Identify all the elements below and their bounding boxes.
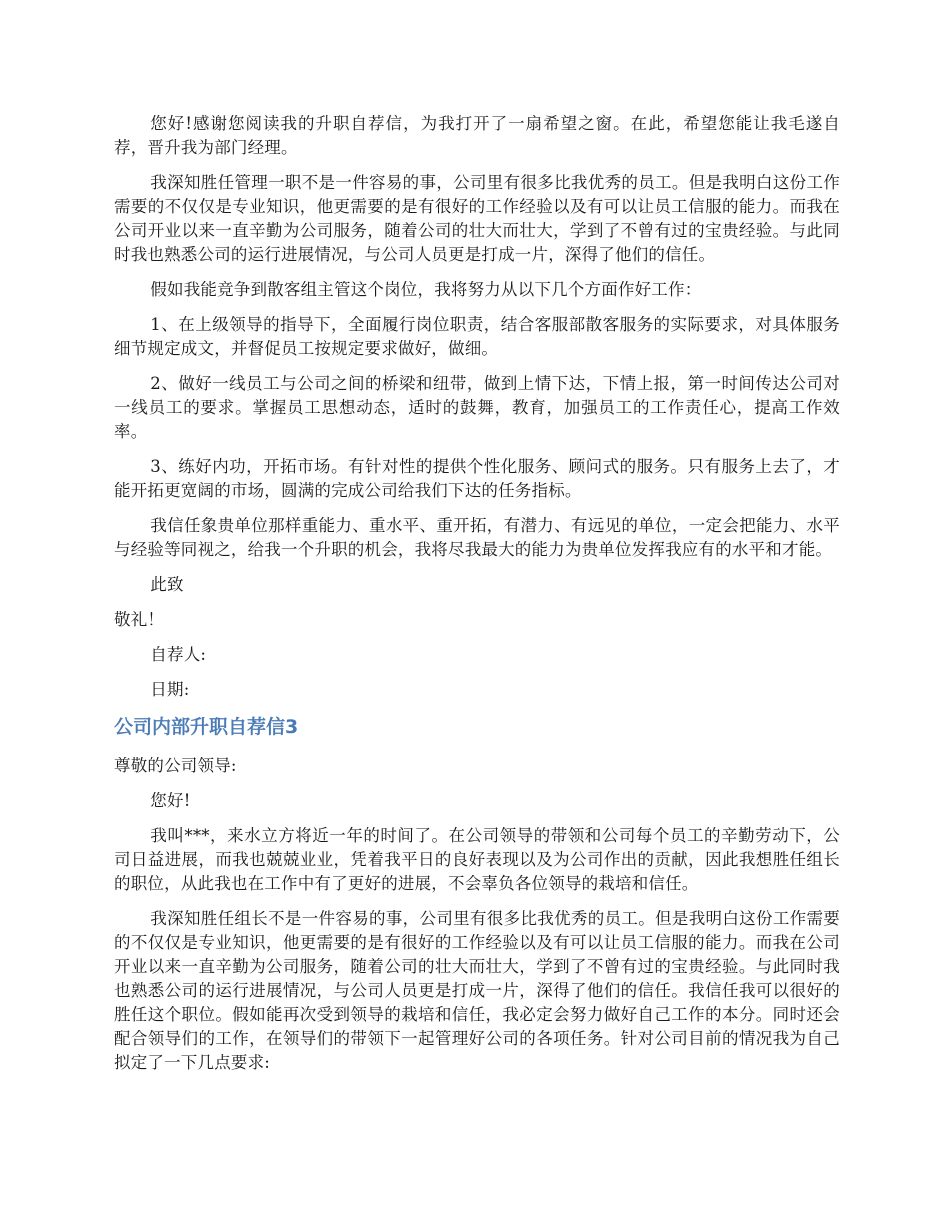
greeting-line: 尊敬的公司领导: xyxy=(114,756,237,775)
qualification-paragraph: 我深知胜任管理一职不是一件容易的事，公司里有很多比我优秀的员工。但是我明白这份工作需要的不仅仅是专业知识，他更需要的是有很好的工作经验以及有可以让员工信服的能力。而我在公司开业以来一直辛勤为公司服务，随着公司的壮大而壮大，学到了不曾有过的宝贵经验。与此同时我也熟悉公司的运行进展情况，与公司人员更是打成一片，深得了他们的信任。 xyxy=(114,173,840,264)
signer-line: 自荐人: xyxy=(150,645,207,664)
plan-intro-paragraph: 假如我能竞争到散客组主管这个岗位，我将努力从以下几个方面作好工作： xyxy=(150,280,702,299)
hello-line: 您好! xyxy=(150,791,191,810)
closing-cizhi: 此致 xyxy=(150,575,184,594)
plan-item-2: 2、做好一线员工与公司之间的桥梁和纽带，做到上情下达，下情上报，第一时间传达公司对一线员工的要求。掌握员工思想动态，适时的鼓舞，教育，加强员工的工作责任心，提高工作效率。 xyxy=(114,374,840,441)
intro-paragraph: 您好!感谢您阅读我的升职自荐信，为我打开了一扇希望之窗。在此，希望您能让我毛遂自荐，晋升我为部门经理。 xyxy=(114,114,840,157)
trust-paragraph: 我信任象贵单位那样重能力、重水平、重开拓，有潜力、有远见的单位，一定会把能力、水平与经验等同视之，给我一个升职的机会，我将尽我最大的能力为贵单位发挥我应有的水平和才能。 xyxy=(114,516,840,559)
date-line: 日期: xyxy=(150,680,190,699)
team-lead-paragraph: 我深知胜任组长不是一件容易的事，公司里有很多比我优秀的员工。但是我明白这份工作需要的不仅仅是专业知识，他更需要的是有很好的工作经验以及有可以让员工信服的能力。而我在公司开业以来一直辛勤为公司服务，随着公司的壮大而壮大，学到了不曾有过的宝贵经验。与此同时我也熟悉公司的运行进展情况，与公司人员更是打成一片，深得了他们的信任。我信任我可以很好的胜任这个职位。假如能再次受到领导的栽培和信任，我必定会努力做好自己工作的本分。同时还会配合领导们的工作，在领导们的带领下一起管理好公司的各项任务。针对公司目前的情况我为自己拟定了一下几点要求: xyxy=(114,909,840,1072)
section-heading: 公司内部升职自荐信3 xyxy=(114,716,299,738)
closing-jingli: 敬礼！ xyxy=(114,610,165,629)
self-intro-paragraph: 我叫***，来水立方将近一年的时间了。在公司领导的带领和公司每个员工的辛勤劳动下，公司日益进展，而我也兢兢业业，凭着我平日的良好表现以及为公司作出的贡献，因此我想胜任组长的职位，从此我也在工作中有了更好的进展，不会辜负各位领导的栽培和信任。 xyxy=(114,826,840,893)
plan-item-3: 3、练好内功，开拓市场。有针对性的提供个性化服务、顾问式的服务。只有服务上去了，才能开拓更宽阔的市场，圆满的完成公司给我们下达的任务指标。 xyxy=(114,457,840,500)
document-page xyxy=(114,112,840,1086)
plan-item-1: 1、在上级领导的指导下，全面履行岗位职责，结合客服部散客服务的实际要求，对具体服务细节规定成文，并督促员工按规定要求做好，做细。 xyxy=(114,315,840,358)
